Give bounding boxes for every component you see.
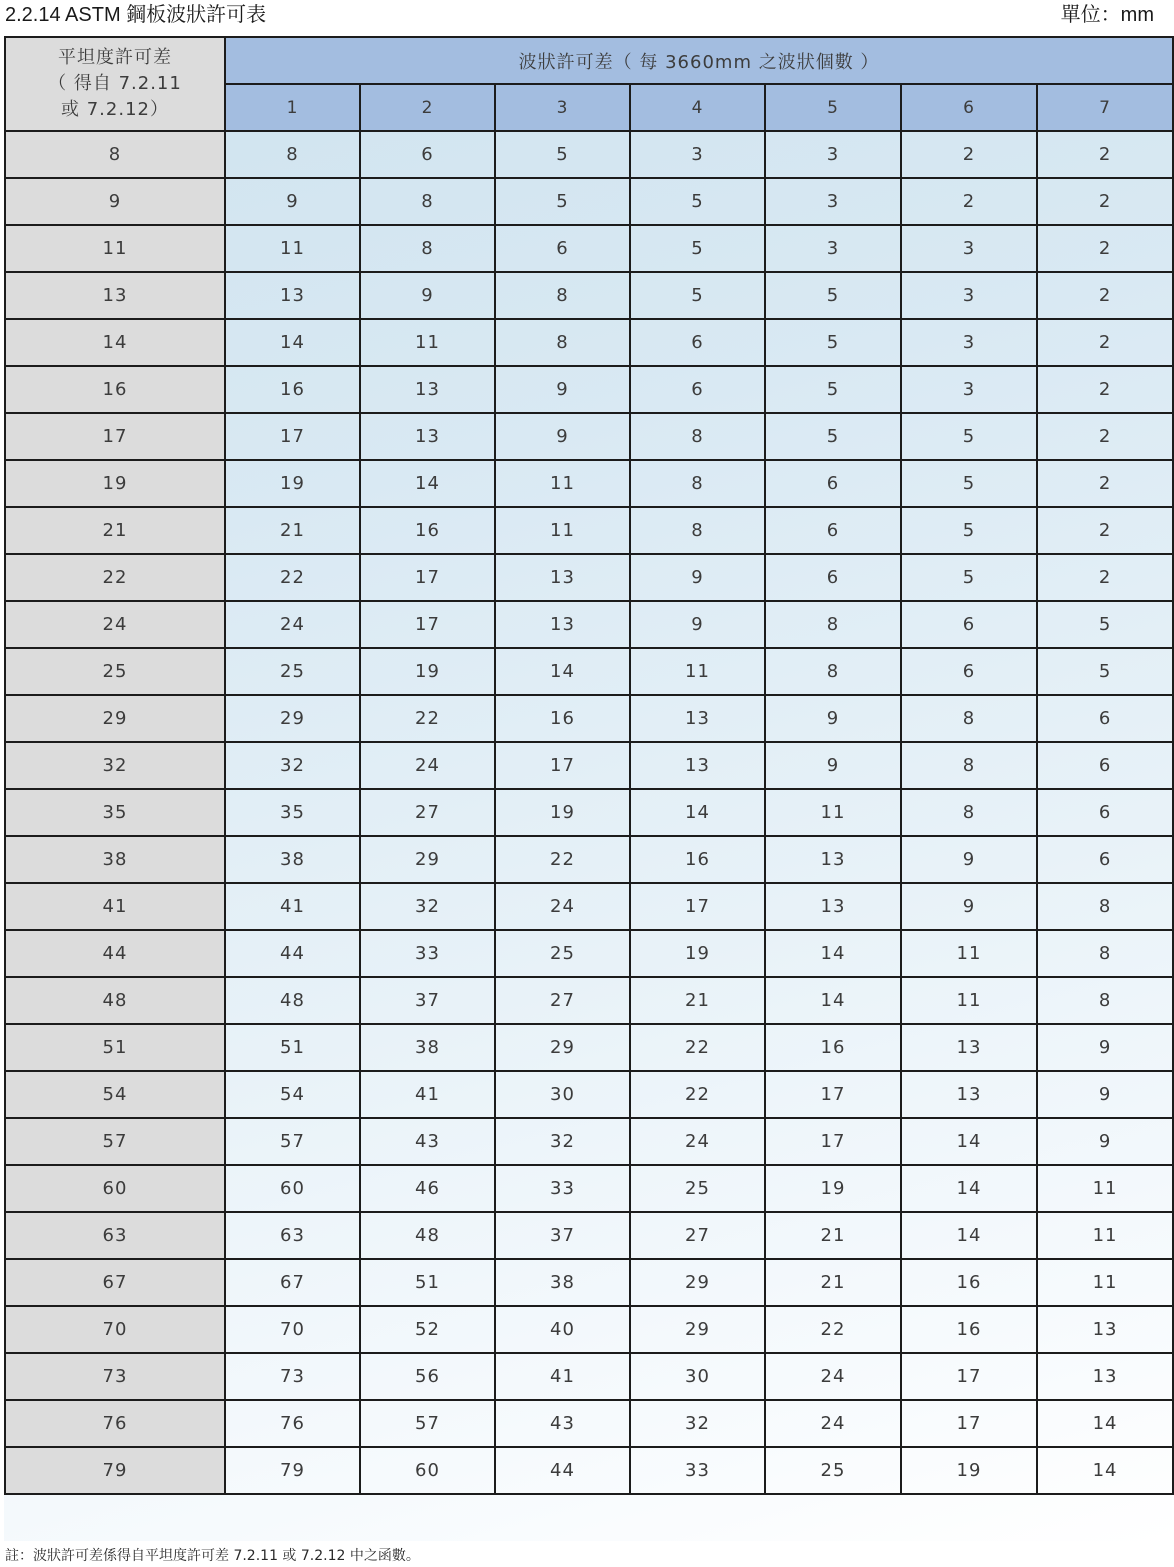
flatness-cell: 48 xyxy=(5,977,225,1024)
waviness-value-cell: 27 xyxy=(630,1212,765,1259)
waviness-value-cell: 67 xyxy=(225,1259,360,1306)
waviness-value-cell: 8 xyxy=(630,413,765,460)
waviness-value-cell: 37 xyxy=(360,977,495,1024)
waviness-value-cell: 14 xyxy=(765,977,901,1024)
waviness-value-cell: 51 xyxy=(360,1259,495,1306)
waviness-value-cell: 9 xyxy=(225,178,360,225)
waviness-value-cell: 3 xyxy=(630,131,765,178)
waviness-value-cell: 14 xyxy=(630,789,765,836)
waviness-value-cell: 8 xyxy=(901,695,1037,742)
flatness-cell: 19 xyxy=(5,460,225,507)
waviness-value-cell: 22 xyxy=(495,836,630,883)
table-row xyxy=(5,1447,1173,1494)
waviness-value-cell: 21 xyxy=(630,977,765,1024)
waviness-value-cell: 8 xyxy=(495,272,630,319)
waviness-value-cell: 38 xyxy=(495,1259,630,1306)
waviness-value-cell: 54 xyxy=(225,1071,360,1118)
waviness-value-cell: 13 xyxy=(495,601,630,648)
wave-count-column-header: 6 xyxy=(901,84,1037,131)
flatness-cell: 57 xyxy=(5,1118,225,1165)
waviness-value-cell: 32 xyxy=(225,742,360,789)
flatness-cell: 51 xyxy=(5,1024,225,1071)
waviness-value-cell: 5 xyxy=(630,272,765,319)
table-row xyxy=(5,883,1173,930)
waviness-value-cell: 5 xyxy=(1037,601,1173,648)
waviness-value-cell: 13 xyxy=(630,695,765,742)
waviness-value-cell: 33 xyxy=(360,930,495,977)
waviness-value-cell: 60 xyxy=(225,1165,360,1212)
waviness-value-cell: 5 xyxy=(765,413,901,460)
waviness-value-cell: 16 xyxy=(901,1306,1037,1353)
waviness-value-cell: 13 xyxy=(360,366,495,413)
flatness-cell: 54 xyxy=(5,1071,225,1118)
flatness-cell: 25 xyxy=(5,648,225,695)
waviness-value-cell: 6 xyxy=(360,131,495,178)
table-row xyxy=(5,507,1173,554)
waviness-tolerance-table xyxy=(4,36,1174,1495)
wave-count-column-header: 1 xyxy=(225,84,360,131)
waviness-value-cell: 32 xyxy=(630,1400,765,1447)
flatness-cell: 76 xyxy=(5,1400,225,1447)
waviness-value-cell: 37 xyxy=(495,1212,630,1259)
flatness-cell: 21 xyxy=(5,507,225,554)
waviness-value-cell: 8 xyxy=(495,319,630,366)
waviness-value-cell: 76 xyxy=(225,1400,360,1447)
table-row xyxy=(5,1259,1173,1306)
waviness-value-cell: 24 xyxy=(360,742,495,789)
waviness-value-cell: 6 xyxy=(765,507,901,554)
waviness-value-cell: 40 xyxy=(495,1306,630,1353)
waviness-value-cell: 11 xyxy=(630,648,765,695)
waviness-value-cell: 14 xyxy=(360,460,495,507)
table-row xyxy=(5,1400,1173,1447)
table-row xyxy=(5,413,1173,460)
flatness-cell: 8 xyxy=(5,131,225,178)
waviness-value-cell: 17 xyxy=(360,554,495,601)
waviness-value-cell: 6 xyxy=(1037,695,1173,742)
waviness-value-cell: 48 xyxy=(360,1212,495,1259)
waviness-value-cell: 27 xyxy=(360,789,495,836)
waviness-value-cell: 17 xyxy=(225,413,360,460)
waviness-value-cell: 44 xyxy=(495,1447,630,1494)
table-row xyxy=(5,1212,1173,1259)
waviness-value-cell: 8 xyxy=(1037,977,1173,1024)
waviness-value-cell: 2 xyxy=(901,131,1037,178)
waviness-value-cell: 56 xyxy=(360,1353,495,1400)
flatness-cell: 9 xyxy=(5,178,225,225)
flatness-cell: 44 xyxy=(5,930,225,977)
waviness-value-cell: 11 xyxy=(225,225,360,272)
flatness-cell: 14 xyxy=(5,319,225,366)
waviness-value-cell: 21 xyxy=(225,507,360,554)
waviness-value-cell: 19 xyxy=(225,460,360,507)
waviness-value-cell: 14 xyxy=(901,1118,1037,1165)
waviness-value-cell: 16 xyxy=(630,836,765,883)
wave-count-column-header: 3 xyxy=(495,84,630,131)
waviness-value-cell: 29 xyxy=(495,1024,630,1071)
waviness-value-cell: 29 xyxy=(630,1259,765,1306)
flatness-cell: 16 xyxy=(5,366,225,413)
waviness-value-cell: 2 xyxy=(1037,178,1173,225)
waviness-value-cell: 6 xyxy=(765,554,901,601)
waviness-value-cell: 8 xyxy=(901,742,1037,789)
waviness-value-cell: 24 xyxy=(765,1353,901,1400)
flatness-cell: 60 xyxy=(5,1165,225,1212)
waviness-value-cell: 11 xyxy=(1037,1259,1173,1306)
waviness-value-cell: 41 xyxy=(360,1071,495,1118)
table-row xyxy=(5,460,1173,507)
waviness-value-cell: 9 xyxy=(765,695,901,742)
waviness-value-cell: 6 xyxy=(630,319,765,366)
waviness-value-cell: 25 xyxy=(495,930,630,977)
waviness-value-cell: 46 xyxy=(360,1165,495,1212)
table-row xyxy=(5,930,1173,977)
waviness-value-cell: 21 xyxy=(765,1259,901,1306)
waviness-value-cell: 33 xyxy=(495,1165,630,1212)
table-row xyxy=(5,366,1173,413)
waviness-value-cell: 44 xyxy=(225,930,360,977)
waviness-value-cell: 14 xyxy=(495,648,630,695)
waviness-value-cell: 14 xyxy=(225,319,360,366)
footnote: 註：波狀許可差係得自平坦度許可差 7.2.11 或 7.2.12 中之函數。 xyxy=(5,1548,420,1564)
waviness-value-cell: 14 xyxy=(901,1212,1037,1259)
waviness-value-cell: 21 xyxy=(765,1212,901,1259)
waviness-value-cell: 17 xyxy=(901,1400,1037,1447)
table-background xyxy=(4,36,1172,1541)
waviness-value-cell: 25 xyxy=(225,648,360,695)
waviness-value-cell: 38 xyxy=(360,1024,495,1071)
waviness-value-cell: 43 xyxy=(495,1400,630,1447)
waviness-value-cell: 22 xyxy=(630,1024,765,1071)
waviness-value-cell: 3 xyxy=(901,272,1037,319)
waviness-value-cell: 51 xyxy=(225,1024,360,1071)
waviness-value-cell: 13 xyxy=(765,836,901,883)
waviness-value-cell: 8 xyxy=(765,648,901,695)
waviness-value-cell: 73 xyxy=(225,1353,360,1400)
waviness-value-cell: 14 xyxy=(765,930,901,977)
flatness-cell: 67 xyxy=(5,1259,225,1306)
waviness-value-cell: 14 xyxy=(1037,1400,1173,1447)
waviness-value-cell: 5 xyxy=(901,460,1037,507)
waviness-value-cell: 52 xyxy=(360,1306,495,1353)
waviness-value-cell: 9 xyxy=(630,554,765,601)
waviness-value-cell: 19 xyxy=(495,789,630,836)
waviness-value-cell: 2 xyxy=(1037,272,1173,319)
waviness-value-cell: 13 xyxy=(360,413,495,460)
waviness-value-cell: 38 xyxy=(225,836,360,883)
waviness-value-cell: 29 xyxy=(225,695,360,742)
waviness-value-cell: 2 xyxy=(1037,131,1173,178)
waviness-value-cell: 3 xyxy=(765,131,901,178)
wave-count-column-header: 7 xyxy=(1037,84,1173,131)
waviness-value-cell: 16 xyxy=(901,1259,1037,1306)
flatness-cell: 73 xyxy=(5,1353,225,1400)
waviness-value-cell: 16 xyxy=(495,695,630,742)
waviness-value-cell: 33 xyxy=(630,1447,765,1494)
waviness-value-cell: 24 xyxy=(765,1400,901,1447)
waviness-value-cell: 13 xyxy=(901,1071,1037,1118)
table-row xyxy=(5,554,1173,601)
waviness-value-cell: 5 xyxy=(901,507,1037,554)
waviness-value-cell: 57 xyxy=(225,1118,360,1165)
waviness-value-cell: 24 xyxy=(630,1118,765,1165)
waviness-value-cell: 5 xyxy=(495,131,630,178)
waviness-value-cell: 9 xyxy=(1037,1071,1173,1118)
table-row xyxy=(5,1353,1173,1400)
table-row xyxy=(5,1024,1173,1071)
waviness-value-cell: 2 xyxy=(1037,366,1173,413)
waviness-value-cell: 11 xyxy=(1037,1212,1173,1259)
waviness-value-cell: 9 xyxy=(901,836,1037,883)
waviness-value-cell: 27 xyxy=(495,977,630,1024)
waviness-value-cell: 16 xyxy=(765,1024,901,1071)
waviness-value-cell: 16 xyxy=(225,366,360,413)
waviness-value-cell: 5 xyxy=(765,366,901,413)
waviness-value-cell: 19 xyxy=(765,1165,901,1212)
waviness-value-cell: 25 xyxy=(765,1447,901,1494)
waviness-value-cell: 14 xyxy=(901,1165,1037,1212)
waviness-value-cell: 6 xyxy=(1037,836,1173,883)
waviness-value-cell: 8 xyxy=(360,178,495,225)
waviness-value-cell: 11 xyxy=(901,930,1037,977)
table-row xyxy=(5,601,1173,648)
waviness-value-cell: 8 xyxy=(630,507,765,554)
flatness-cell: 79 xyxy=(5,1447,225,1494)
waviness-value-cell: 2 xyxy=(1037,413,1173,460)
waviness-value-cell: 8 xyxy=(360,225,495,272)
waviness-value-cell: 9 xyxy=(495,413,630,460)
flatness-cell: 24 xyxy=(5,601,225,648)
table-row xyxy=(5,789,1173,836)
waviness-value-cell: 41 xyxy=(225,883,360,930)
waviness-value-cell: 6 xyxy=(630,366,765,413)
table-row xyxy=(5,272,1173,319)
waviness-value-cell: 9 xyxy=(1037,1118,1173,1165)
waviness-value-cell: 63 xyxy=(225,1212,360,1259)
page-title: 2.2.14 ASTM 鋼板波狀許可表 xyxy=(5,4,267,26)
waviness-value-cell: 30 xyxy=(495,1071,630,1118)
waviness-value-cell: 5 xyxy=(765,272,901,319)
waviness-value-cell: 3 xyxy=(765,178,901,225)
table-row xyxy=(5,836,1173,883)
flatness-cell: 32 xyxy=(5,742,225,789)
waviness-value-cell: 17 xyxy=(495,742,630,789)
waviness-value-cell: 5 xyxy=(630,225,765,272)
waviness-value-cell: 5 xyxy=(630,178,765,225)
waviness-value-cell: 19 xyxy=(901,1447,1037,1494)
table-row xyxy=(5,1071,1173,1118)
waviness-value-cell: 2 xyxy=(1037,460,1173,507)
table-row xyxy=(5,225,1173,272)
waviness-value-cell: 57 xyxy=(360,1400,495,1447)
waviness-value-cell: 6 xyxy=(901,601,1037,648)
waviness-value-cell: 13 xyxy=(225,272,360,319)
wave-count-column-header: 2 xyxy=(360,84,495,131)
waviness-value-cell: 13 xyxy=(495,554,630,601)
waviness-value-cell: 35 xyxy=(225,789,360,836)
table-row xyxy=(5,695,1173,742)
waviness-value-cell: 11 xyxy=(765,789,901,836)
waviness-value-cell: 13 xyxy=(765,883,901,930)
waviness-value-cell: 43 xyxy=(360,1118,495,1165)
waviness-value-cell: 24 xyxy=(495,883,630,930)
waviness-value-cell: 2 xyxy=(901,178,1037,225)
table-row xyxy=(5,131,1173,178)
waviness-value-cell: 11 xyxy=(495,460,630,507)
flatness-cell: 17 xyxy=(5,413,225,460)
table-row xyxy=(5,1118,1173,1165)
waviness-value-cell: 41 xyxy=(495,1353,630,1400)
waviness-value-cell: 3 xyxy=(901,366,1037,413)
waviness-value-cell: 13 xyxy=(1037,1353,1173,1400)
waviness-value-cell: 6 xyxy=(1037,742,1173,789)
flatness-cell: 29 xyxy=(5,695,225,742)
waviness-value-cell: 9 xyxy=(630,601,765,648)
waviness-value-cell: 5 xyxy=(1037,648,1173,695)
waviness-value-cell: 11 xyxy=(1037,1165,1173,1212)
waviness-value-cell: 17 xyxy=(630,883,765,930)
waviness-value-cell: 70 xyxy=(225,1306,360,1353)
waviness-value-cell: 5 xyxy=(901,554,1037,601)
waviness-value-cell: 60 xyxy=(360,1447,495,1494)
waviness-value-cell: 11 xyxy=(901,977,1037,1024)
table-row xyxy=(5,178,1173,225)
table-row xyxy=(5,742,1173,789)
waviness-value-cell: 32 xyxy=(360,883,495,930)
flatness-cell: 41 xyxy=(5,883,225,930)
waviness-value-cell: 17 xyxy=(765,1071,901,1118)
waviness-value-cell: 17 xyxy=(360,601,495,648)
waviness-value-cell: 9 xyxy=(1037,1024,1173,1071)
waviness-value-cell: 22 xyxy=(360,695,495,742)
waviness-value-cell: 22 xyxy=(630,1071,765,1118)
waviness-value-cell: 13 xyxy=(1037,1306,1173,1353)
waviness-value-cell: 8 xyxy=(901,789,1037,836)
waviness-value-cell: 29 xyxy=(360,836,495,883)
waviness-value-cell: 5 xyxy=(495,178,630,225)
waviness-value-cell: 79 xyxy=(225,1447,360,1494)
waviness-value-cell: 8 xyxy=(1037,883,1173,930)
waviness-value-cell: 2 xyxy=(1037,554,1173,601)
waviness-value-cell: 13 xyxy=(630,742,765,789)
table-body xyxy=(5,131,1173,1494)
waviness-value-cell: 8 xyxy=(765,601,901,648)
flatness-cell: 13 xyxy=(5,272,225,319)
waviness-value-cell: 3 xyxy=(901,319,1037,366)
waviness-value-cell: 14 xyxy=(1037,1447,1173,1494)
waviness-value-cell: 8 xyxy=(225,131,360,178)
waviness-value-cell: 9 xyxy=(765,742,901,789)
waviness-value-cell: 32 xyxy=(495,1118,630,1165)
wave-count-column-header: 4 xyxy=(630,84,765,131)
waviness-value-cell: 16 xyxy=(360,507,495,554)
flatness-cell: 70 xyxy=(5,1306,225,1353)
waviness-value-cell: 22 xyxy=(225,554,360,601)
waviness-value-cell: 48 xyxy=(225,977,360,1024)
waviness-value-cell: 11 xyxy=(495,507,630,554)
table-row xyxy=(5,1306,1173,1353)
waviness-value-cell: 11 xyxy=(360,319,495,366)
waviness-value-cell: 9 xyxy=(495,366,630,413)
table-row xyxy=(5,319,1173,366)
waviness-value-cell: 19 xyxy=(360,648,495,695)
waviness-value-cell: 6 xyxy=(495,225,630,272)
waviness-tolerance-header: 波狀許可差（ 每 3660mm 之波狀個數 ） xyxy=(225,37,1173,84)
waviness-value-cell: 8 xyxy=(1037,930,1173,977)
waviness-value-cell: 30 xyxy=(630,1353,765,1400)
waviness-value-cell: 25 xyxy=(630,1165,765,1212)
waviness-value-cell: 24 xyxy=(225,601,360,648)
waviness-value-cell: 3 xyxy=(901,225,1037,272)
waviness-value-cell: 22 xyxy=(765,1306,901,1353)
waviness-value-cell: 9 xyxy=(360,272,495,319)
waviness-value-cell: 3 xyxy=(765,225,901,272)
waviness-value-cell: 6 xyxy=(1037,789,1173,836)
waviness-value-cell: 17 xyxy=(901,1353,1037,1400)
waviness-value-cell: 8 xyxy=(630,460,765,507)
wave-count-column-header: 5 xyxy=(765,84,901,131)
table-row xyxy=(5,1165,1173,1212)
flatness-cell: 22 xyxy=(5,554,225,601)
waviness-value-cell: 13 xyxy=(901,1024,1037,1071)
table-row xyxy=(5,977,1173,1024)
flatness-tolerance-header: 平坦度許可差 （ 得自 7.2.11 或 7.2.12） xyxy=(5,37,225,131)
waviness-value-cell: 2 xyxy=(1037,225,1173,272)
unit-label: 單位：mm xyxy=(1060,4,1154,26)
waviness-value-cell: 2 xyxy=(1037,319,1173,366)
flatness-cell: 35 xyxy=(5,789,225,836)
waviness-value-cell: 9 xyxy=(901,883,1037,930)
waviness-value-cell: 17 xyxy=(765,1118,901,1165)
flatness-cell: 63 xyxy=(5,1212,225,1259)
waviness-value-cell: 5 xyxy=(901,413,1037,460)
flatness-cell: 11 xyxy=(5,225,225,272)
table-row xyxy=(5,648,1173,695)
title-bar xyxy=(0,0,1174,36)
waviness-value-cell: 6 xyxy=(901,648,1037,695)
waviness-value-cell: 19 xyxy=(630,930,765,977)
waviness-value-cell: 6 xyxy=(765,460,901,507)
waviness-value-cell: 2 xyxy=(1037,507,1173,554)
waviness-value-cell: 29 xyxy=(630,1306,765,1353)
waviness-value-cell: 5 xyxy=(765,319,901,366)
flatness-cell: 38 xyxy=(5,836,225,883)
